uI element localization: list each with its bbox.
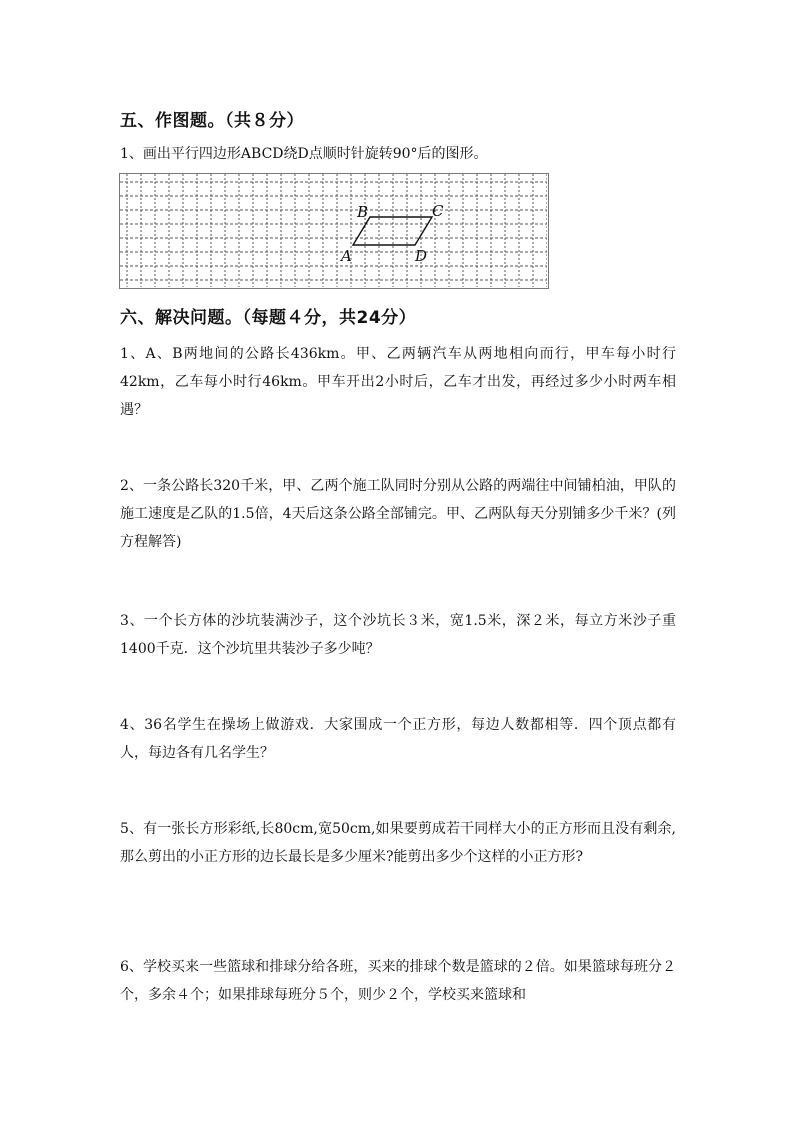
vertex-label-b: B xyxy=(357,203,369,221)
vertex-label-a: A xyxy=(341,247,352,265)
vertex-label-d: D xyxy=(415,247,428,265)
problem-3: 3、一个长方体的沙坑装满沙子，这个沙坑长３米，宽1.5米，深２米，每立方米沙子重1400千克．这个沙坑里共装沙子多少吨？ xyxy=(120,613,676,657)
problem-1: 1、A、B两地间的公路长436km。甲、乙两辆汽车从两地相向而行，甲车每小时行42km，乙车每小时行46km。甲车开出2小时后，乙车才出发，再经过多少小时两车相遇？ xyxy=(120,346,676,418)
grid-drawing xyxy=(120,174,547,287)
section-6-heading: 六、解决问题。（每题４分，共24分） xyxy=(120,308,417,328)
vertex-label-c: C xyxy=(432,202,444,220)
problem-4: 4、36名学生在操场上做游戏．大家围成一个正方形，每边人数都相等．四个顶点都有人，每边各有几名学生？ xyxy=(120,717,676,761)
problem-2: 2、一条公路长320千米，甲、乙两个施工队同时分别从公路的两端往中间铺柏油，甲队的施工速度是乙队的1.5倍，4天后这条公路全部铺完。甲、乙两队每天分别铺多少千米？(列方程解答) xyxy=(120,478,676,550)
problem-5: 5、有一张长方形彩纸,长80cm,宽50cm,如果要剪成若干同样大小的正方形而且没有剩余,那么剪出的小正方形的边长最长是多少厘米?能剪出多少个这样的小正方形? xyxy=(120,821,676,865)
grid-lines xyxy=(120,174,547,287)
drawing-question-1: 1、画出平行四边形ABCD绕D点顺时针旋转90°后的图形。 xyxy=(120,146,488,162)
problem-6: 6、学校买来一些篮球和排球分给各班，买来的排球个数是篮球的２倍。如果篮球每班分２个，多余４个；如果排球每班分５个，则少２个，学校买来篮球和 xyxy=(120,959,676,1003)
grid-figure xyxy=(119,173,549,289)
section-5-heading: 五、作图题。（共８分） xyxy=(120,111,304,131)
